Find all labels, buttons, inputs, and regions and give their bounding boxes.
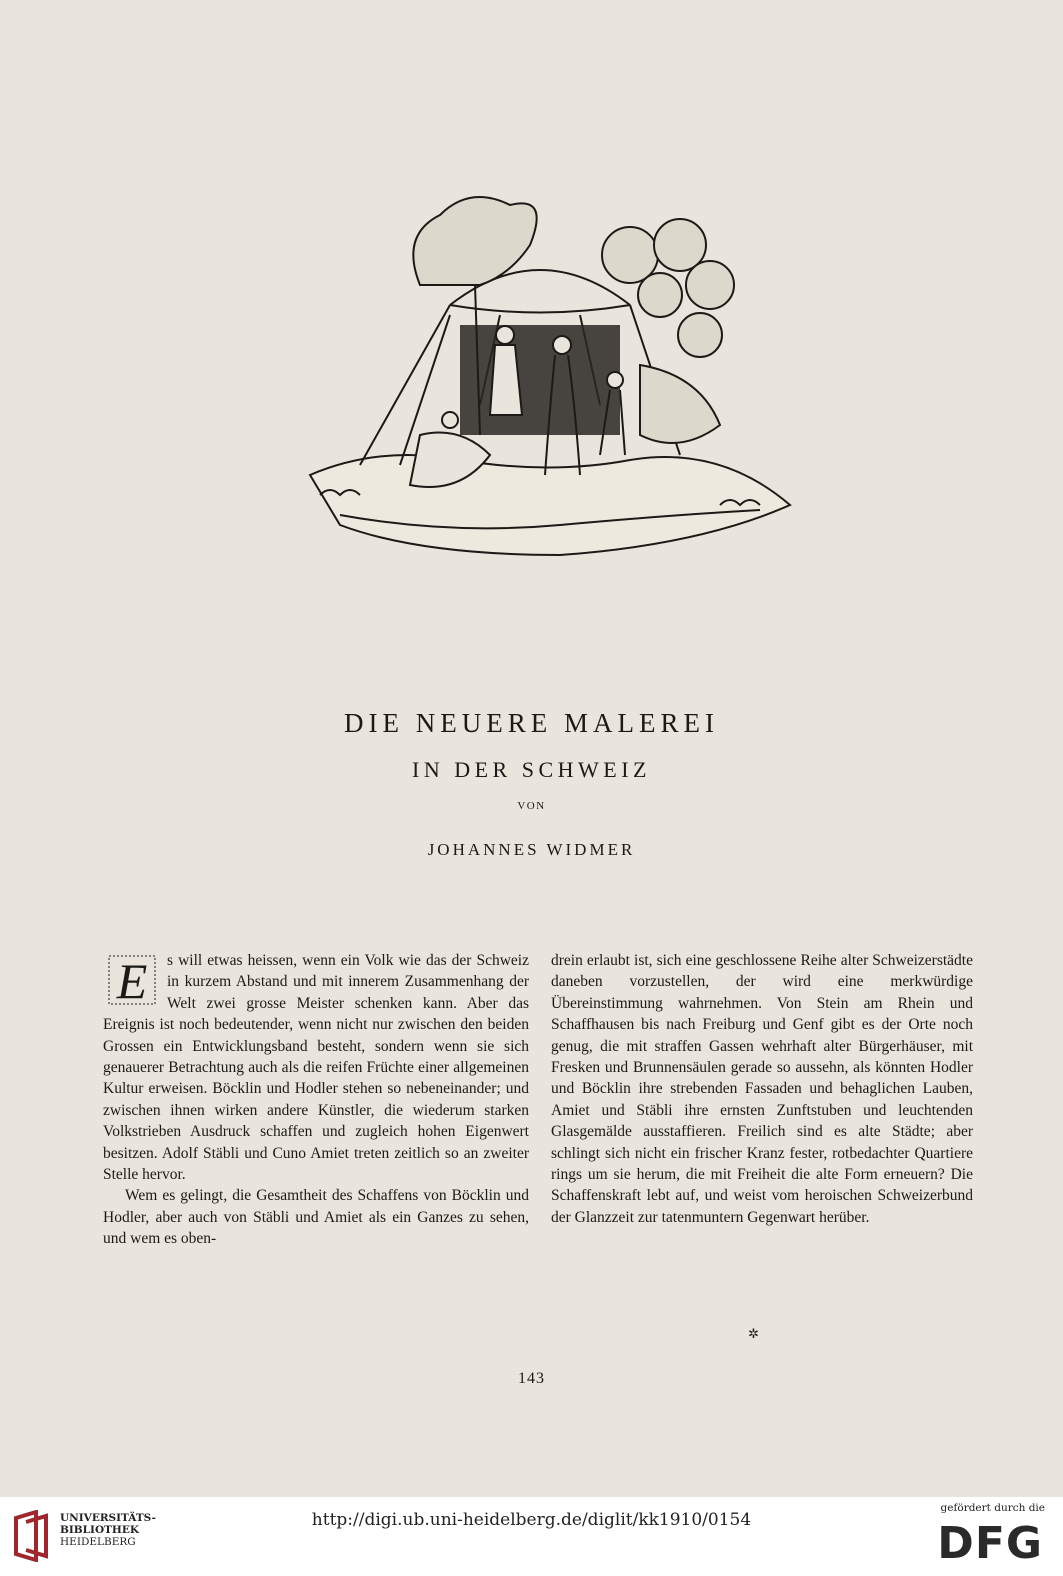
- byline-von: VON: [517, 800, 546, 812]
- article-title: DIE NEUERE MALEREI: [344, 708, 719, 738]
- dropcap-letter: E: [116, 953, 148, 1009]
- paragraph: drein erlaubt ist, sich eine geschlossene Reihe alter Schweizerstädte daneben vorzustellen, der wird eine merkwürdige Übereinstimmung wahrnehmen. Von Stein am Rhein und Schaffhausen bis nach Freiburg und Genf gibt es der Orte noch genug, die mit straffen Gassen wehrhaft alter Bürgerhäuser, mit Fresken und Brunnensäulen gerade so aussehn, als könnten Hodler und Böcklin ihre strebenden Fassaden und behaglichen Lauben, Amiet und Stäbli ihre ernsten Zunftstuben und leuchtenden Glasgemälde ausstaffieren. Freilich sind es alte Städte; aber schlingt sich nicht ein frischer Kranz fester, rotbedachter Quartiere rings um sie herum, die mit Freiheit die alte Form erneuern? Die Schaffenskraft lebt auf, und weist vom heroischen Schweizerbund der Glanzzeit zur tatenmuntern Gegenwart herüber.: [551, 952, 973, 1226]
- decorated-initial: [103, 952, 161, 1010]
- text-column-left: [103, 950, 529, 1250]
- author-name: JOHANNES WIDMER: [427, 840, 636, 859]
- text-column-right: [551, 950, 973, 1228]
- article-subtitle: IN DER SCHWEIZ: [412, 757, 651, 782]
- dfg-logo: DFG: [937, 1518, 1043, 1569]
- paragraph: s will etwas heissen, wenn ein Volk wie das der Schweiz in kurzem Abstand und mit innerem Zusammenhang der Welt zwei grosse Meister schenken kann. Aber das Ereignis ist noch bedeutender, wenn nicht nur zwischen den beiden Grossen ein Entwicklungsband besteht, sondern wenn sie sich genauerer Betrachtung auch als die reifen Früchte einer allgemeinen Kultur erweisen. Böcklin und Hodler stehen so nebeneinander; und zwischen ihnen wirken andere Künstler, die wiederum starken Volkstrieben Ausdruck schaffen und zugleich hohen Eigenwert besitzen. Adolf Stäbli und Cuno Amiet treten zeitlich so an zweiter Stelle hervor.: [103, 952, 529, 1184]
- funding-caption: gefördert durch die: [940, 1502, 1045, 1514]
- end-ornament: ✲: [748, 1327, 759, 1342]
- paragraph: Wem es gelingt, die Gesamtheit des Schaffens von Böcklin und Hodler, aber auch von Stäbli und Amiet als ein Ganzes zu sehen, und wem es oben-: [103, 1187, 529, 1248]
- headpiece-illustration: [300, 175, 800, 565]
- permalink-url[interactable]: http://digi.ub.uni-heidelberg.de/diglit/kk1910/0154: [311, 1510, 752, 1530]
- page-number: 143: [518, 1370, 545, 1387]
- library-name: UNIVERSITÄTS- BIBLIOTHEK HEIDELBERG: [60, 1512, 156, 1548]
- viewer-footer: [0, 1497, 1063, 1576]
